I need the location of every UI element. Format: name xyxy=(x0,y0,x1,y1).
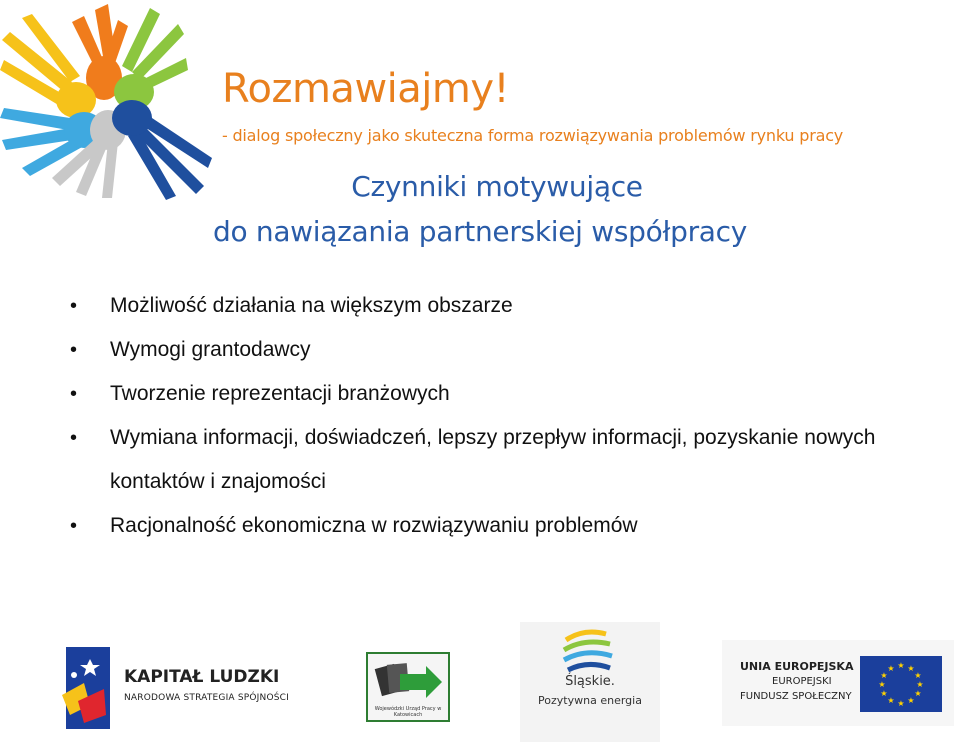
svg-text:★: ★ xyxy=(878,680,886,689)
section-heading-line-2: do nawiązania partnerskiej współpracy xyxy=(212,215,748,248)
slaskie-slogan: Pozytywna energia xyxy=(538,694,642,707)
kapital-ludzki-logo xyxy=(60,645,310,737)
list-item: • Wymiana informacji, doświadczeń, lepszy przepływ informacji, pozyskanie nowych kontaktów i znajomości xyxy=(70,416,950,504)
svg-text:★: ★ xyxy=(907,696,915,705)
svg-text:★: ★ xyxy=(880,671,888,680)
motivation-list xyxy=(70,284,950,548)
footer-logos xyxy=(0,620,960,755)
slaskie-waves-icon xyxy=(560,626,620,676)
svg-text:★: ★ xyxy=(914,671,922,680)
slaskie-logo xyxy=(520,622,660,742)
ue-line-1: UNIA EUROPEJSKA xyxy=(740,660,854,673)
ue-logo xyxy=(722,640,954,726)
svg-text:★: ★ xyxy=(916,680,924,689)
svg-text:★: ★ xyxy=(907,664,915,673)
svg-text:★: ★ xyxy=(914,689,922,698)
wup-emblem-icon xyxy=(368,656,448,706)
page-subtitle: - dialog społeczny jako skuteczna forma rozwiązywania problemów rynku pracy xyxy=(222,126,844,145)
svg-text:★: ★ xyxy=(897,661,905,670)
kapital-ludzki-title: KAPITAŁ LUDZKI xyxy=(124,667,280,687)
eu-flag-icon xyxy=(860,656,942,712)
list-item: • Wymogi grantodawcy xyxy=(70,328,950,372)
ue-line-3: FUNDUSZ SPOŁECZNY xyxy=(740,691,852,702)
slaskie-name: Śląskie. xyxy=(565,674,615,689)
svg-text:★: ★ xyxy=(897,699,905,708)
section-heading-line-1: Czynniki motywujące xyxy=(351,170,643,203)
ue-line-2: EUROPEJSKI xyxy=(772,676,832,687)
wup-logo xyxy=(366,652,450,722)
kapital-ludzki-emblem-icon xyxy=(60,645,120,737)
list-item: • Możliwość działania na większym obszarze xyxy=(70,284,950,328)
svg-text:★: ★ xyxy=(880,689,888,698)
svg-text:★: ★ xyxy=(887,696,895,705)
wup-caption: Wojewódzki Urząd Pracy w Katowicach xyxy=(374,706,442,718)
kapital-ludzki-subtitle: NARODOWA STRATEGIA SPÓJNOŚCI xyxy=(124,693,289,703)
list-item: • Tworzenie reprezentacji branżowych xyxy=(70,372,950,416)
svg-text:★: ★ xyxy=(887,664,895,673)
list-item: • Racjonalność ekonomiczna w rozwiązywaniu problemów xyxy=(70,504,950,548)
page-title: Rozmawiajmy! xyxy=(222,66,510,112)
